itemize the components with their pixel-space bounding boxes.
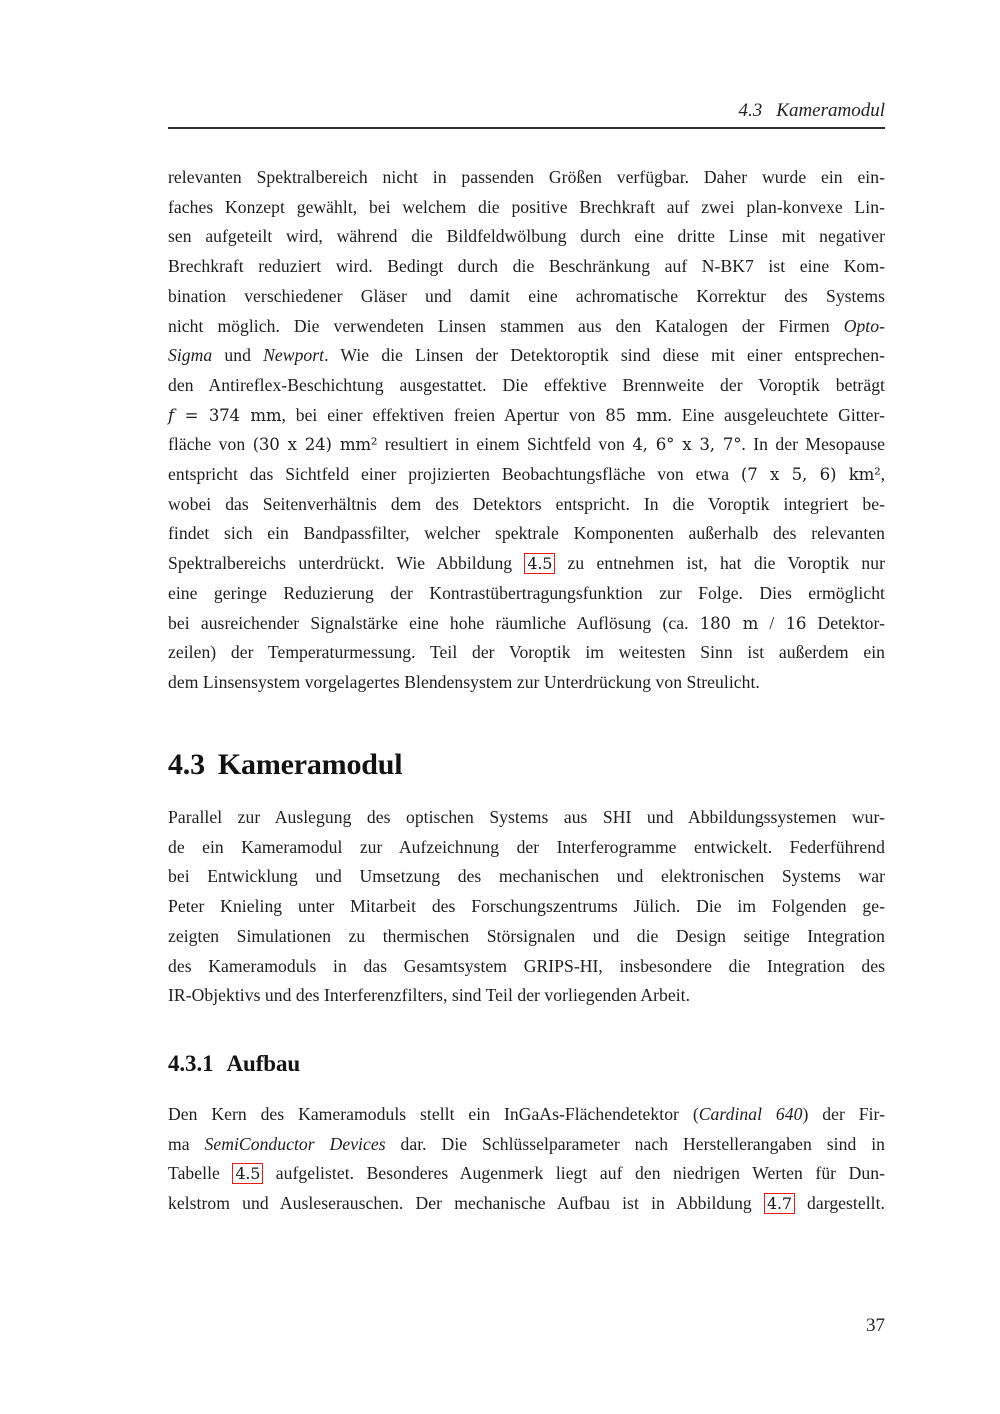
text-line: [168, 222, 885, 252]
subsection-heading: [168, 1051, 885, 1077]
text-line: [168, 609, 885, 639]
text-segment: SemiConductor Devices: [204, 1133, 386, 1154]
text-line: [168, 401, 885, 431]
text-segment: resultiert in einem Sichtfeld von: [377, 434, 633, 455]
text-segment: den Antireflex-Beschichtung ausgestattet. Die effektive Brennweite der Voroptik beträgt: [168, 374, 885, 395]
ref-link[interactable]: 4.5: [232, 1163, 263, 1184]
text-segment: Detektor-: [806, 612, 885, 633]
section-heading: [168, 748, 885, 782]
text-line: [168, 341, 885, 371]
text-segment: des Kameramoduls in das Gesamtsystem GRIPS-HI, insbesondere die Integration des: [168, 955, 885, 976]
text-segment: dargestellt.: [794, 1193, 885, 1214]
text-line: [168, 371, 885, 401]
text-segment: zeigten Simulationen zu thermischen Störsignalen und die Design seitige Integration: [168, 925, 885, 946]
text-segment: = 374 mm: [174, 405, 282, 425]
text-segment: Peter Knieling unter Mitarbeit des Forschungszentrums Jülich. Die im Folgenden ge-: [168, 896, 885, 917]
text-segment: ma: [168, 1133, 205, 1154]
text-line: [168, 579, 885, 609]
text-segment: entspricht das Sichtfeld einer projizierten Beobachtungsfläche von etwa: [168, 464, 741, 485]
text-segment: dem Linsensystem vorgelagertes Blendensystem zur Unterdrückung von Streulicht.: [168, 671, 760, 692]
text-segment: , bei einer effektiven freien Apertur von: [281, 404, 606, 425]
text-segment: ,: [880, 464, 886, 485]
text-segment: wobei das Seitenverhältnis dem des Detektors entspricht. In die Voroptik integriert be-: [168, 493, 885, 514]
text-line: [168, 252, 885, 282]
paragraph-aufbau: [168, 1100, 885, 1219]
text-segment: Newport: [263, 345, 325, 366]
text-line: [168, 430, 885, 460]
ref-link[interactable]: 4.5: [524, 553, 555, 574]
text-segment: Spektralbereichs unterdrückt. Wie Abbildung: [168, 553, 525, 574]
text-line: [168, 1159, 885, 1189]
text-line: [168, 193, 885, 223]
text-segment: Cardinal 640: [698, 1104, 803, 1124]
text-segment: Parallel zur Auslegung des optischen Systems aus SHI und Abbildungssystemen wur-: [168, 807, 885, 827]
text-segment: de ein Kameramodul zur Aufzeichnung der Interferogramme entwickelt. Federführend: [168, 836, 885, 857]
text-line: [168, 519, 885, 549]
text-segment: 4, 6° x 3, 7°: [632, 435, 742, 455]
text-segment: bination verschiedener Gläser und damit eine achromatische Korrektur des Systems: [168, 285, 885, 306]
text-line: [168, 460, 885, 490]
text-line: [168, 922, 885, 952]
text-segment: (30 x 24) mm²: [252, 435, 378, 455]
text-segment: zeilen) der Temperaturmessung. Teil der Voroptik im weitesten Sinn ist außerdem ein: [168, 642, 885, 663]
text-line: [168, 1189, 885, 1219]
text-line: [168, 282, 885, 312]
text-segment: kelstrom und Ausleserauschen. Der mechanische Aufbau ist in Abbildung: [168, 1193, 764, 1214]
text-line: [168, 638, 885, 668]
text-segment: IR-Objektivs und des Interferenzfilters, sind Teil der vorliegenden Arbeit.: [168, 985, 691, 1006]
text-line: [168, 952, 885, 982]
text-segment: 85 mm: [605, 405, 668, 425]
text-line: [168, 1100, 885, 1130]
running-header: [168, 99, 885, 123]
text-segment: findet sich ein Bandpassfilter, welcher spektrale Komponenten außerhalb des relevanten: [168, 523, 885, 544]
text-segment: /: [758, 612, 786, 633]
text-segment: Sigma: [168, 345, 213, 366]
section-heading-number: 4.3: [168, 748, 205, 781]
text-line: [168, 549, 885, 579]
text-segment: aufgelistet. Besonderes Augenmerk liegt auf den niedrigen Werten für Dun-: [263, 1163, 885, 1184]
text-segment: 16: [785, 613, 807, 633]
ref-link[interactable]: 4.7: [764, 1193, 795, 1214]
text-segment: nicht möglich. Die verwendeten Linsen stammen aus den Katalogen der Firmen: [168, 315, 844, 336]
subsection-heading-number: 4.3.1: [168, 1051, 214, 1076]
text-line: [168, 1130, 885, 1160]
text-line: [168, 862, 885, 892]
page-number: 37: [866, 1315, 885, 1336]
text-line: [168, 981, 885, 1011]
text-line: [168, 892, 885, 922]
paragraph-kameramodul: [168, 803, 885, 1011]
text-line: [168, 833, 885, 863]
text-line: [168, 803, 885, 833]
section-heading-title: Kameramodul: [217, 748, 403, 781]
text-segment: Tabelle: [168, 1163, 233, 1184]
paragraph-voroptik: [168, 163, 885, 698]
text-segment: sen aufgeteilt wird, während die Bildfeldwölbung durch eine dritte Linse mit negativer: [168, 226, 885, 247]
text-segment: . Wie die Linsen der Detektoroptik sind diese mit einer entsprechen-: [324, 345, 886, 366]
text-segment: . In der Mesopause: [741, 434, 885, 455]
running-header-section-title: Kameramodul: [776, 100, 885, 121]
text-segment: eine geringe Reduzierung der Kontrastübertragungsfunktion zur Folge. Dies ermöglicht: [168, 582, 885, 603]
text-segment: Opto-: [843, 315, 885, 336]
text-line: [168, 312, 885, 342]
text-segment: f: [168, 405, 175, 425]
text-line: [168, 163, 885, 193]
text-segment: faches Konzept gewählt, bei welchem die positive Brechkraft auf zwei plan-konvexe Lin-: [168, 196, 885, 217]
subsection-heading-title: Aufbau: [226, 1051, 301, 1076]
text-segment: (7 x 5, 6) km²: [740, 465, 881, 485]
header-rule: [168, 127, 885, 129]
text-segment: dar. Die Schlüsselparameter nach Herstellerangaben sind in: [385, 1133, 885, 1154]
text-segment: bei Entwicklung und Umsetzung des mechanischen und elektronischen Systems war: [168, 866, 885, 887]
text-segment: ) der Fir-: [802, 1104, 885, 1124]
text-segment: zu entnehmen ist, hat die Voroptik nur: [555, 553, 886, 574]
text-line: [168, 668, 885, 698]
text-segment: Brechkraft reduziert wird. Bedingt durch die Beschränkung auf N-BK7 ist eine Kom-: [168, 256, 885, 277]
text-segment: 180 m: [699, 613, 759, 633]
text-segment: relevanten Spektralbereich nicht in passenden Größen verfügbar. Daher wurde ein ein-: [168, 167, 885, 187]
text-line: [168, 490, 885, 520]
running-header-section-number: 4.3: [738, 100, 763, 121]
text-segment: fläche von: [168, 434, 253, 455]
text-segment: . Eine ausgeleuchtete Gitter-: [667, 404, 886, 425]
text-segment: bei ausreichender Signalstärke eine hohe räumliche Auflösung (ca.: [168, 612, 700, 633]
text-segment: Den Kern des Kameramoduls stellt ein InGaAs-Flächendetektor (: [168, 1104, 699, 1124]
text-segment: und: [212, 345, 264, 366]
